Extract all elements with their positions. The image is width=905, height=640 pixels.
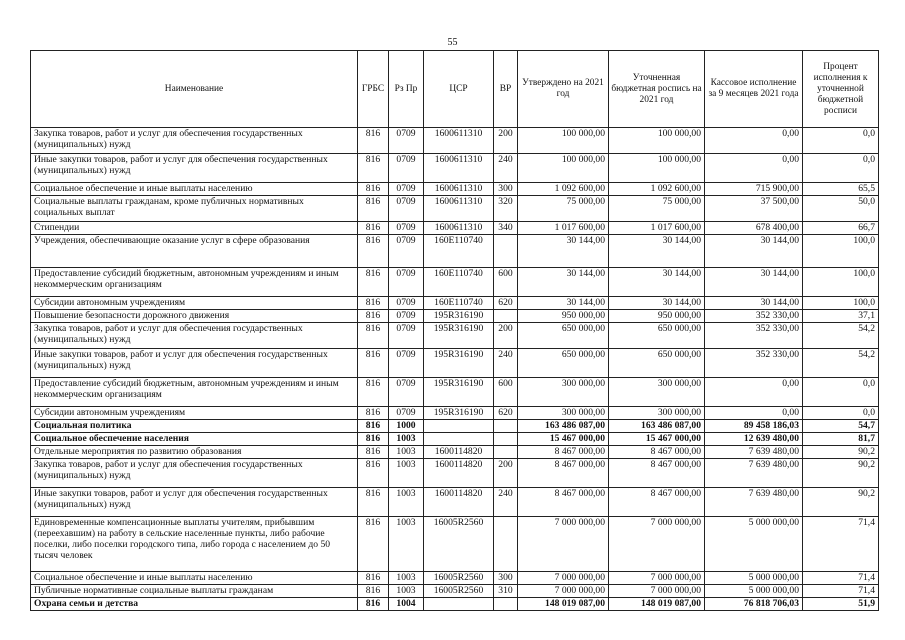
row-rzpr: 1000 bbox=[389, 420, 424, 433]
row-percent: 54,7 bbox=[803, 420, 879, 433]
row-rzpr: 0709 bbox=[389, 235, 424, 268]
table-body bbox=[31, 128, 879, 611]
row-approved: 950 000,00 bbox=[518, 310, 609, 323]
row-rzpr: 1003 bbox=[389, 517, 424, 572]
row-vr: 620 bbox=[494, 407, 518, 420]
row-cash: 30 144,00 bbox=[705, 235, 803, 268]
table-row bbox=[31, 598, 879, 611]
row-csr: 195R316190 bbox=[424, 323, 494, 349]
header-approved: Утверждено на 2021 год bbox=[518, 51, 609, 128]
row-csr: 1600114820 bbox=[424, 459, 494, 488]
row-percent: 81,7 bbox=[803, 433, 879, 446]
header-csr: ЦСР bbox=[424, 51, 494, 128]
row-approved: 30 144,00 bbox=[518, 268, 609, 297]
row-percent: 51,9 bbox=[803, 598, 879, 611]
row-csr: 1600611310 bbox=[424, 128, 494, 154]
row-rzpr: 1003 bbox=[389, 572, 424, 585]
row-grbs: 816 bbox=[358, 433, 389, 446]
row-vr: 310 bbox=[494, 585, 518, 598]
row-cash: 7 639 480,00 bbox=[705, 488, 803, 517]
row-name: Социальное обеспечение и иные выплаты населению bbox=[31, 572, 358, 585]
row-vr bbox=[494, 433, 518, 446]
row-refined: 15 467 000,00 bbox=[609, 433, 705, 446]
row-rzpr: 0709 bbox=[389, 222, 424, 235]
table-header-row bbox=[31, 51, 879, 128]
row-rzpr: 0709 bbox=[389, 128, 424, 154]
row-rzpr: 0709 bbox=[389, 154, 424, 183]
page-number: 55 bbox=[447, 37, 458, 48]
row-percent: 71,4 bbox=[803, 517, 879, 572]
row-refined: 100 000,00 bbox=[609, 128, 705, 154]
table-row bbox=[31, 310, 879, 323]
row-vr: 200 bbox=[494, 323, 518, 349]
table-row bbox=[31, 420, 879, 433]
row-approved: 300 000,00 bbox=[518, 378, 609, 407]
row-grbs: 816 bbox=[358, 378, 389, 407]
row-csr bbox=[424, 433, 494, 446]
row-grbs: 816 bbox=[358, 572, 389, 585]
row-name: Повышение безопасности дорожного движения bbox=[31, 310, 358, 323]
row-approved: 75 000,00 bbox=[518, 196, 609, 222]
row-name: Субсидии автономным учреждениям bbox=[31, 407, 358, 420]
row-vr: 240 bbox=[494, 154, 518, 183]
row-percent: 90,2 bbox=[803, 488, 879, 517]
row-name: Отдельные мероприятия по развитию образования bbox=[31, 446, 358, 459]
row-refined: 300 000,00 bbox=[609, 407, 705, 420]
row-csr: 16005R2560 bbox=[424, 517, 494, 572]
row-rzpr: 0709 bbox=[389, 349, 424, 378]
row-csr: 1600611310 bbox=[424, 154, 494, 183]
row-name: Закупка товаров, работ и услуг для обеспечения государственных (муниципальных) нужд bbox=[31, 128, 358, 154]
table-row bbox=[31, 572, 879, 585]
row-grbs: 816 bbox=[358, 517, 389, 572]
row-cash: 7 639 480,00 bbox=[705, 459, 803, 488]
row-refined: 8 467 000,00 bbox=[609, 446, 705, 459]
row-vr bbox=[494, 235, 518, 268]
row-percent: 90,2 bbox=[803, 459, 879, 488]
row-approved: 100 000,00 bbox=[518, 128, 609, 154]
table-row bbox=[31, 433, 879, 446]
row-vr bbox=[494, 517, 518, 572]
row-cash: 0,00 bbox=[705, 407, 803, 420]
row-grbs: 816 bbox=[358, 183, 389, 196]
row-approved: 1 017 600,00 bbox=[518, 222, 609, 235]
row-vr: 340 bbox=[494, 222, 518, 235]
row-csr: 1600114820 bbox=[424, 446, 494, 459]
table-row bbox=[31, 459, 879, 488]
row-cash: 5 000 000,00 bbox=[705, 585, 803, 598]
row-vr: 240 bbox=[494, 488, 518, 517]
row-grbs: 816 bbox=[358, 598, 389, 611]
row-grbs: 816 bbox=[358, 446, 389, 459]
row-refined: 8 467 000,00 bbox=[609, 459, 705, 488]
table-row bbox=[31, 446, 879, 459]
table-row bbox=[31, 323, 879, 349]
row-percent: 0,0 bbox=[803, 154, 879, 183]
row-csr: 16005R2560 bbox=[424, 585, 494, 598]
row-name: Субсидии автономным учреждениям bbox=[31, 297, 358, 310]
row-approved: 650 000,00 bbox=[518, 323, 609, 349]
row-csr: 1600114820 bbox=[424, 488, 494, 517]
row-rzpr: 0709 bbox=[389, 268, 424, 297]
row-rzpr: 0709 bbox=[389, 323, 424, 349]
row-rzpr: 1003 bbox=[389, 446, 424, 459]
row-percent: 90,2 bbox=[803, 446, 879, 459]
row-vr bbox=[494, 446, 518, 459]
table-row bbox=[31, 517, 879, 572]
row-rzpr: 0709 bbox=[389, 297, 424, 310]
row-approved: 163 486 087,00 bbox=[518, 420, 609, 433]
row-name: Социальное обеспечение и иные выплаты населению bbox=[31, 183, 358, 196]
row-vr: 320 bbox=[494, 196, 518, 222]
row-percent: 54,2 bbox=[803, 323, 879, 349]
row-approved: 8 467 000,00 bbox=[518, 488, 609, 517]
table-row bbox=[31, 585, 879, 598]
row-vr bbox=[494, 420, 518, 433]
header-rzpr: Рз Пр bbox=[389, 51, 424, 128]
row-cash: 30 144,00 bbox=[705, 297, 803, 310]
row-name: Закупка товаров, работ и услуг для обеспечения государственных (муниципальных) нужд bbox=[31, 459, 358, 488]
row-percent: 100,0 bbox=[803, 268, 879, 297]
row-refined: 7 000 000,00 bbox=[609, 572, 705, 585]
row-cash: 89 458 186,03 bbox=[705, 420, 803, 433]
row-grbs: 816 bbox=[358, 488, 389, 517]
row-approved: 8 467 000,00 bbox=[518, 459, 609, 488]
row-refined: 1 017 600,00 bbox=[609, 222, 705, 235]
row-csr: 195R316190 bbox=[424, 310, 494, 323]
row-vr: 240 bbox=[494, 349, 518, 378]
row-csr: 160E110740 bbox=[424, 268, 494, 297]
row-grbs: 816 bbox=[358, 154, 389, 183]
row-name: Учреждения, обеспечивающие оказание услуг в сфере образования bbox=[31, 235, 358, 268]
row-percent: 0,0 bbox=[803, 378, 879, 407]
row-cash: 5 000 000,00 bbox=[705, 517, 803, 572]
row-approved: 148 019 087,00 bbox=[518, 598, 609, 611]
row-rzpr: 0709 bbox=[389, 310, 424, 323]
row-refined: 8 467 000,00 bbox=[609, 488, 705, 517]
row-vr: 620 bbox=[494, 297, 518, 310]
row-cash: 76 818 706,03 bbox=[705, 598, 803, 611]
table-row bbox=[31, 222, 879, 235]
row-cash: 30 144,00 bbox=[705, 268, 803, 297]
budget-table bbox=[30, 50, 879, 611]
row-approved: 7 000 000,00 bbox=[518, 517, 609, 572]
table-row bbox=[31, 154, 879, 183]
row-refined: 950 000,00 bbox=[609, 310, 705, 323]
row-grbs: 816 bbox=[358, 297, 389, 310]
table-row bbox=[31, 349, 879, 378]
row-csr: 160E110740 bbox=[424, 297, 494, 310]
row-refined: 75 000,00 bbox=[609, 196, 705, 222]
row-grbs: 816 bbox=[358, 349, 389, 378]
row-cash: 0,00 bbox=[705, 154, 803, 183]
header-refined: Уточненная бюджетная роспись на 2021 год bbox=[609, 51, 705, 128]
row-name: Социальное обеспечение населения bbox=[31, 433, 358, 446]
row-approved: 1 092 600,00 bbox=[518, 183, 609, 196]
row-rzpr: 0709 bbox=[389, 183, 424, 196]
table-row bbox=[31, 128, 879, 154]
row-name: Публичные нормативные социальные выплаты гражданам bbox=[31, 585, 358, 598]
row-csr: 1600611310 bbox=[424, 183, 494, 196]
row-percent: 100,0 bbox=[803, 235, 879, 268]
row-csr: 195R316190 bbox=[424, 407, 494, 420]
row-refined: 163 486 087,00 bbox=[609, 420, 705, 433]
row-name: Иные закупки товаров, работ и услуг для обеспечения государственных (муниципальных) нужд bbox=[31, 154, 358, 183]
table-row bbox=[31, 235, 879, 268]
row-refined: 100 000,00 bbox=[609, 154, 705, 183]
row-percent: 0,0 bbox=[803, 407, 879, 420]
row-cash: 0,00 bbox=[705, 378, 803, 407]
row-approved: 300 000,00 bbox=[518, 407, 609, 420]
row-csr: 1600611310 bbox=[424, 196, 494, 222]
row-grbs: 816 bbox=[358, 323, 389, 349]
row-vr bbox=[494, 598, 518, 611]
row-grbs: 816 bbox=[358, 585, 389, 598]
row-cash: 7 639 480,00 bbox=[705, 446, 803, 459]
row-name: Охрана семьи и детства bbox=[31, 598, 358, 611]
row-rzpr: 0709 bbox=[389, 196, 424, 222]
header-cash: Кассовое исполнение за 9 месяцев 2021 года bbox=[705, 51, 803, 128]
row-refined: 650 000,00 bbox=[609, 323, 705, 349]
row-name: Иные закупки товаров, работ и услуг для обеспечения государственных (муниципальных) нужд bbox=[31, 349, 358, 378]
row-grbs: 816 bbox=[358, 420, 389, 433]
row-approved: 7 000 000,00 bbox=[518, 572, 609, 585]
header-vr: ВР bbox=[494, 51, 518, 128]
row-grbs: 816 bbox=[358, 235, 389, 268]
row-cash: 5 000 000,00 bbox=[705, 572, 803, 585]
row-rzpr: 1003 bbox=[389, 433, 424, 446]
row-cash: 37 500,00 bbox=[705, 196, 803, 222]
row-name: Иные закупки товаров, работ и услуг для обеспечения государственных (муниципальных) нужд bbox=[31, 488, 358, 517]
row-approved: 650 000,00 bbox=[518, 349, 609, 378]
row-name: Социальные выплаты гражданам, кроме публичных нормативных социальных выплат bbox=[31, 196, 358, 222]
row-rzpr: 1003 bbox=[389, 585, 424, 598]
row-csr: 195R316190 bbox=[424, 349, 494, 378]
row-csr: 1600611310 bbox=[424, 222, 494, 235]
row-percent: 54,2 bbox=[803, 349, 879, 378]
row-csr bbox=[424, 420, 494, 433]
row-cash: 352 330,00 bbox=[705, 310, 803, 323]
row-approved: 15 467 000,00 bbox=[518, 433, 609, 446]
row-refined: 1 092 600,00 bbox=[609, 183, 705, 196]
header-grbs: ГРБС bbox=[358, 51, 389, 128]
row-percent: 65,5 bbox=[803, 183, 879, 196]
row-vr: 200 bbox=[494, 459, 518, 488]
row-cash: 678 400,00 bbox=[705, 222, 803, 235]
row-rzpr: 1003 bbox=[389, 488, 424, 517]
row-refined: 7 000 000,00 bbox=[609, 517, 705, 572]
row-refined: 300 000,00 bbox=[609, 378, 705, 407]
row-approved: 30 144,00 bbox=[518, 297, 609, 310]
row-approved: 30 144,00 bbox=[518, 235, 609, 268]
row-name: Социальная политика bbox=[31, 420, 358, 433]
row-approved: 7 000 000,00 bbox=[518, 585, 609, 598]
row-grbs: 816 bbox=[358, 196, 389, 222]
row-refined: 30 144,00 bbox=[609, 297, 705, 310]
table-row bbox=[31, 183, 879, 196]
row-csr: 195R316190 bbox=[424, 378, 494, 407]
row-refined: 7 000 000,00 bbox=[609, 585, 705, 598]
row-cash: 715 900,00 bbox=[705, 183, 803, 196]
row-approved: 100 000,00 bbox=[518, 154, 609, 183]
row-cash: 352 330,00 bbox=[705, 349, 803, 378]
row-percent: 66,7 bbox=[803, 222, 879, 235]
table-row bbox=[31, 407, 879, 420]
table-row bbox=[31, 378, 879, 407]
row-grbs: 816 bbox=[358, 268, 389, 297]
table-row bbox=[31, 196, 879, 222]
row-refined: 650 000,00 bbox=[609, 349, 705, 378]
row-percent: 71,4 bbox=[803, 585, 879, 598]
row-cash: 0,00 bbox=[705, 128, 803, 154]
header-name: Наименование bbox=[31, 51, 358, 128]
row-vr: 300 bbox=[494, 572, 518, 585]
row-approved: 8 467 000,00 bbox=[518, 446, 609, 459]
table-row bbox=[31, 488, 879, 517]
row-refined: 30 144,00 bbox=[609, 268, 705, 297]
row-name: Единовременные компенсационные выплаты учителям, прибывшим (переехавшим) на работу в сельские населенные пункты, либо рабочие поселки, либо поселки городского типа, либо города с населением до 50 тысяч человек bbox=[31, 517, 358, 572]
row-csr: 16005R2560 bbox=[424, 572, 494, 585]
row-percent: 37,1 bbox=[803, 310, 879, 323]
table-row bbox=[31, 297, 879, 310]
row-csr: 160E110740 bbox=[424, 235, 494, 268]
row-refined: 30 144,00 bbox=[609, 235, 705, 268]
table-row bbox=[31, 268, 879, 297]
row-percent: 100,0 bbox=[803, 297, 879, 310]
row-refined: 148 019 087,00 bbox=[609, 598, 705, 611]
row-grbs: 816 bbox=[358, 222, 389, 235]
row-vr: 200 bbox=[494, 128, 518, 154]
row-cash: 12 639 480,00 bbox=[705, 433, 803, 446]
row-percent: 50,0 bbox=[803, 196, 879, 222]
row-grbs: 816 bbox=[358, 459, 389, 488]
row-name: Предоставление субсидий бюджетным, автономным учреждениям и иным некоммерческим организациям bbox=[31, 268, 358, 297]
row-rzpr: 0709 bbox=[389, 407, 424, 420]
row-name: Закупка товаров, работ и услуг для обеспечения государственных (муниципальных) нужд bbox=[31, 323, 358, 349]
row-percent: 0,0 bbox=[803, 128, 879, 154]
row-name: Стипендии bbox=[31, 222, 358, 235]
row-grbs: 816 bbox=[358, 407, 389, 420]
row-name: Предоставление субсидий бюджетным, автономным учреждениям и иным некоммерческим организациям bbox=[31, 378, 358, 407]
row-percent: 71,4 bbox=[803, 572, 879, 585]
row-rzpr: 1003 bbox=[389, 459, 424, 488]
row-rzpr: 0709 bbox=[389, 378, 424, 407]
row-csr bbox=[424, 598, 494, 611]
row-rzpr: 1004 bbox=[389, 598, 424, 611]
row-grbs: 816 bbox=[358, 128, 389, 154]
row-vr: 600 bbox=[494, 378, 518, 407]
row-vr: 600 bbox=[494, 268, 518, 297]
row-grbs: 816 bbox=[358, 310, 389, 323]
row-vr: 300 bbox=[494, 183, 518, 196]
row-cash: 352 330,00 bbox=[705, 323, 803, 349]
row-vr bbox=[494, 310, 518, 323]
header-percent: Процент исполнения к уточненной бюджетной росписи bbox=[803, 51, 879, 128]
